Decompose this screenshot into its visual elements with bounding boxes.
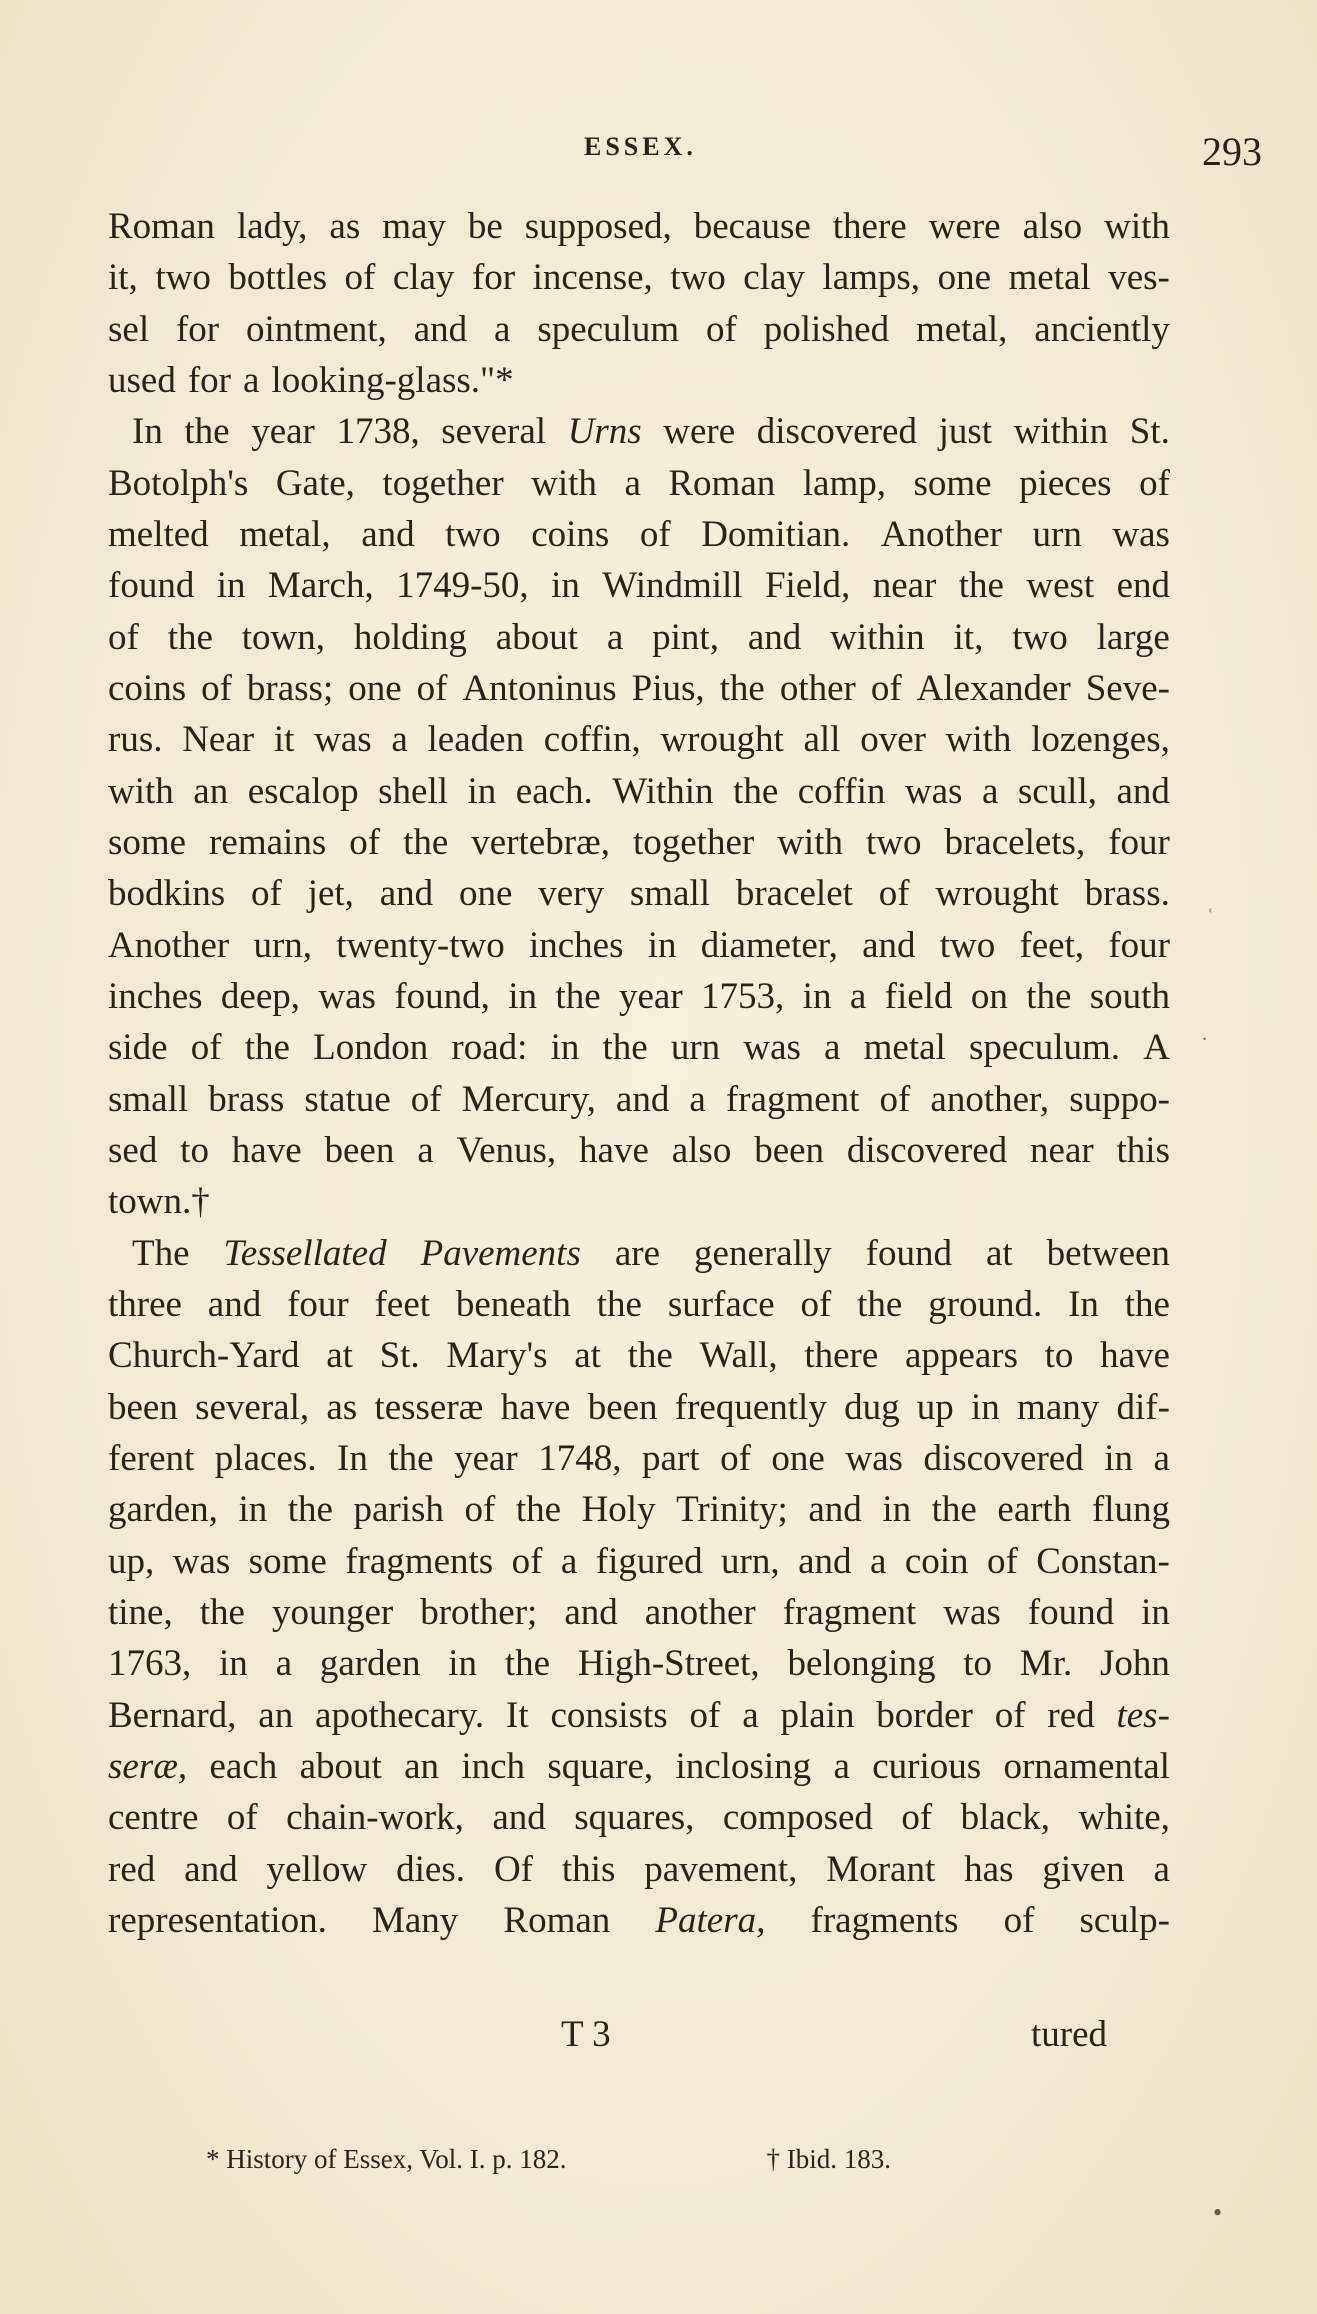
running-head: ESSEX. bbox=[584, 132, 697, 161]
text-line: up, was some fragments of a figured urn, and a coin of Constan- bbox=[108, 1541, 1170, 1582]
text-line: used for a looking-glass."* bbox=[108, 360, 514, 401]
footnotes bbox=[206, 2144, 891, 2175]
margin-speck: . bbox=[1202, 1023, 1207, 1045]
margin-speck: ʿ bbox=[1207, 906, 1214, 928]
text-line: rus. Near it was a leaden coffin, wrought all over with lozenges, bbox=[108, 719, 1170, 760]
text-line: sel for ointment, and a speculum of polished metal, anciently bbox=[108, 309, 1170, 350]
text-line: Church-Yard at St. Mary's at the Wall, there appears to have bbox=[108, 1335, 1170, 1376]
text-line: representation. Many Roman Patera, fragments of sculp- bbox=[108, 1900, 1170, 1941]
text-line: The Tessellated Pavements are generally found at between bbox=[132, 1233, 1170, 1274]
text-line: been several, as tesseræ have been frequently dug up in many dif- bbox=[108, 1387, 1170, 1428]
text-line: found in March, 1749-50, in Windmill Field, near the west end bbox=[108, 565, 1170, 606]
text-line: with an escalop shell in each. Within the coffin was a scull, and bbox=[108, 771, 1170, 812]
page-number: 293 bbox=[1202, 129, 1262, 174]
text-line: ferent places. In the year 1748, part of one was discovered in a bbox=[108, 1438, 1170, 1479]
text-line: seræ, each about an inch square, inclosing a curious ornamental bbox=[108, 1746, 1170, 1787]
text-line: three and four feet beneath the surface of the ground. In the bbox=[108, 1284, 1170, 1325]
text-line: inches deep, was found, in the year 1753, in a field on the south bbox=[108, 976, 1170, 1017]
text-line: tine, the younger brother; and another fragment was found in bbox=[108, 1592, 1170, 1633]
text-line: small brass statue of Mercury, and a fragment of another, suppo- bbox=[108, 1079, 1170, 1120]
text-line: centre of chain-work, and squares, composed of black, white, bbox=[108, 1797, 1170, 1838]
text-line: Another urn, twenty-two inches in diameter, and two feet, four bbox=[108, 925, 1170, 966]
footnote-1: * History of Essex, Vol. I. p. 182. bbox=[206, 2144, 567, 2174]
catchword: tured bbox=[1031, 2014, 1108, 2055]
text-line: Botolph's Gate, together with a Roman lamp, some pieces of bbox=[108, 463, 1170, 504]
text-line: coins of brass; one of Antoninus Pius, the other of Alexander Seve- bbox=[108, 668, 1170, 709]
text-line: red and yellow dies. Of this pavement, Morant has given a bbox=[108, 1849, 1170, 1890]
text-line: side of the London road: in the urn was a metal speculum. A bbox=[108, 1027, 1170, 1068]
footnote-2: † Ibid. 183. bbox=[766, 2144, 892, 2174]
text-line: sed to have been a Venus, have also been discovered near this bbox=[108, 1130, 1170, 1171]
margin-speck: • bbox=[1213, 2198, 1223, 2227]
text-line: bodkins of jet, and one very small bracelet of wrought brass. bbox=[108, 873, 1170, 914]
text-line: In the year 1738, several Urns were discovered just within St. bbox=[132, 411, 1170, 452]
text-line: garden, in the parish of the Holy Trinity; and in the earth flung bbox=[108, 1489, 1170, 1530]
text-line: of the town, holding about a pint, and within it, two large bbox=[108, 617, 1170, 658]
text-line: melted metal, and two coins of Domitian. Another urn was bbox=[108, 514, 1170, 555]
signature-mark: T 3 bbox=[561, 2014, 611, 2055]
text-line: Roman lady, as may be supposed, because there were also with bbox=[108, 206, 1170, 247]
text-line: 1763, in a garden in the High-Street, belonging to Mr. John bbox=[108, 1643, 1170, 1684]
text-line: some remains of the vertebræ, together with two bracelets, four bbox=[108, 822, 1170, 863]
text-line: Bernard, an apothecary. It consists of a plain border of red tes- bbox=[108, 1695, 1170, 1736]
text-line: town.† bbox=[108, 1181, 210, 1222]
text-line: it, two bottles of clay for incense, two clay lamps, one metal ves- bbox=[108, 257, 1170, 298]
